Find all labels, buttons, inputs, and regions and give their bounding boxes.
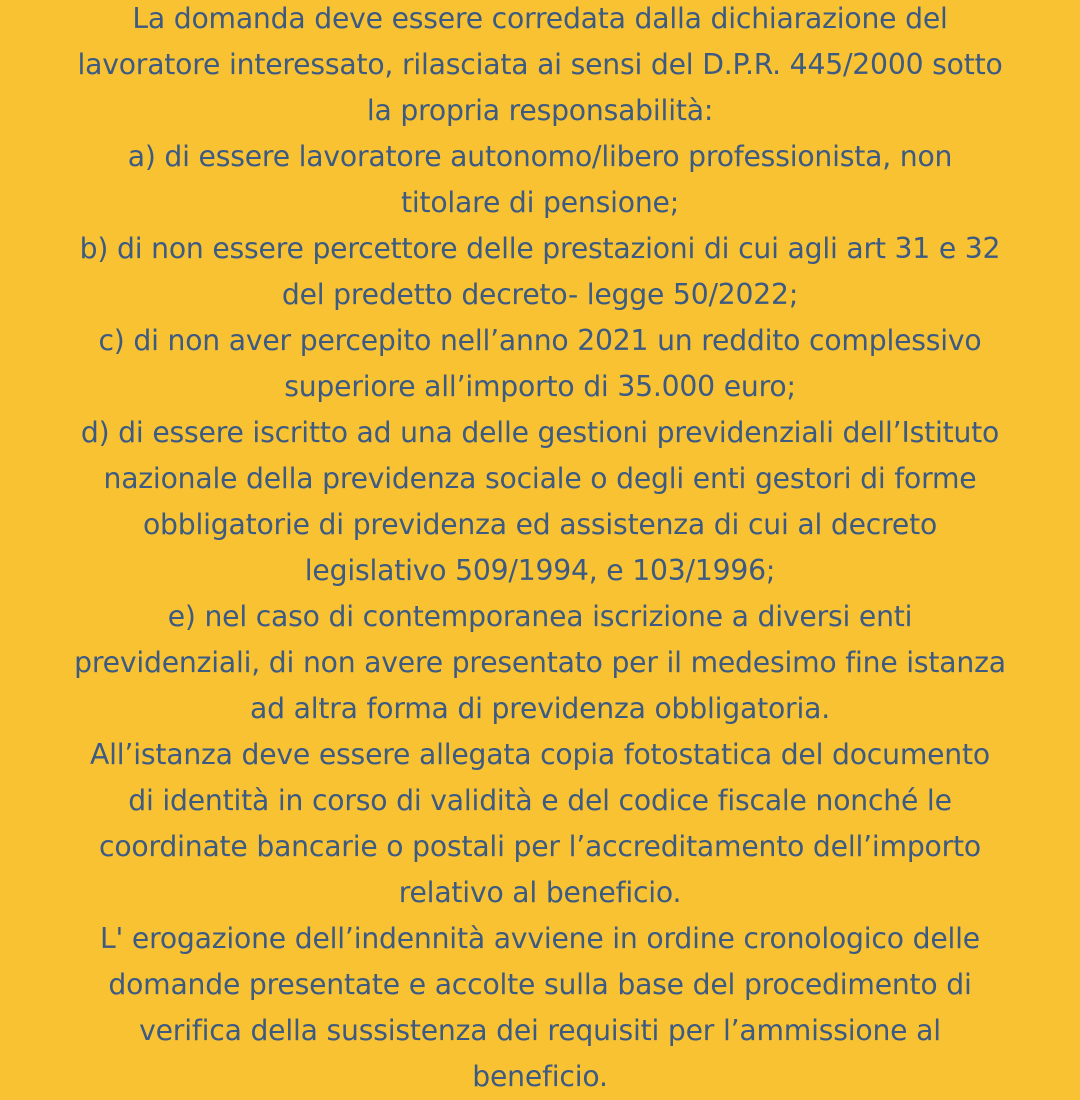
text-line-payment-1: L' erogazione dell’indennità avviene in ordine cronologico delle bbox=[100, 922, 980, 955]
text-line-item-b-2: del predetto decreto- legge 50/2022; bbox=[281, 278, 799, 311]
text-line-intro-1: La domanda deve essere corredata dalla dichiarazione del bbox=[132, 2, 948, 35]
text-line-item-c-2: superiore all’importo di 35.000 euro; bbox=[284, 370, 796, 403]
text-line-item-a-2: titolare di pensione; bbox=[400, 186, 680, 219]
text-line-payment-4: beneficio. bbox=[472, 1060, 608, 1093]
text-line-payment-2: domande presentate e accolte sulla base del procedimento di bbox=[108, 968, 972, 1001]
text-line-item-c-1: c) di non aver percepito nell’anno 2021 un reddito complessivo bbox=[98, 324, 982, 357]
text-line-attachment-3: coordinate bancarie o postali per l’accreditamento dell’importo bbox=[99, 830, 981, 863]
text-line-item-a-1: a) di essere lavoratore autonomo/libero professionista, non bbox=[127, 140, 953, 173]
text-line-item-d-2: nazionale della previdenza sociale o degli enti gestori di forme bbox=[103, 462, 977, 495]
text-line-item-e-1: e) nel caso di contemporanea iscrizione a diversi enti bbox=[167, 600, 913, 633]
text-line-item-d-1: d) di essere iscritto ad una delle gestioni previdenziali dell’Istituto bbox=[80, 416, 1000, 449]
text-line-item-b-1: b) di non essere percettore delle prestazioni di cui agli art 31 e 32 bbox=[79, 232, 1001, 265]
text-line-payment-3: verifica della sussistenza dei requisiti per l’ammissione al bbox=[139, 1014, 941, 1047]
text-line-intro-2: lavoratore interessato, rilasciata ai sensi del D.P.R. 445/2000 sotto bbox=[77, 48, 1003, 81]
text-line-item-e-3: ad altra forma di previdenza obbligatoria. bbox=[250, 692, 830, 725]
text-line-item-d-4: legislativo 509/1994, e 103/1996; bbox=[304, 554, 776, 587]
text-line-item-e-2: previdenziali, di non avere presentato per il medesimo fine istanza bbox=[74, 646, 1006, 679]
text-line-item-d-3: obbligatorie di previdenza ed assistenza di cui al decreto bbox=[142, 508, 938, 541]
text-line-attachment-1: All’istanza deve essere allegata copia fotostatica del documento bbox=[90, 738, 990, 771]
text-line-attachment-4: relativo al beneficio. bbox=[398, 876, 682, 909]
text-line-attachment-2: di identità in corso di validità e del codice fiscale nonché le bbox=[128, 784, 952, 817]
text-line-intro-3: la propria responsabilità: bbox=[366, 94, 714, 127]
